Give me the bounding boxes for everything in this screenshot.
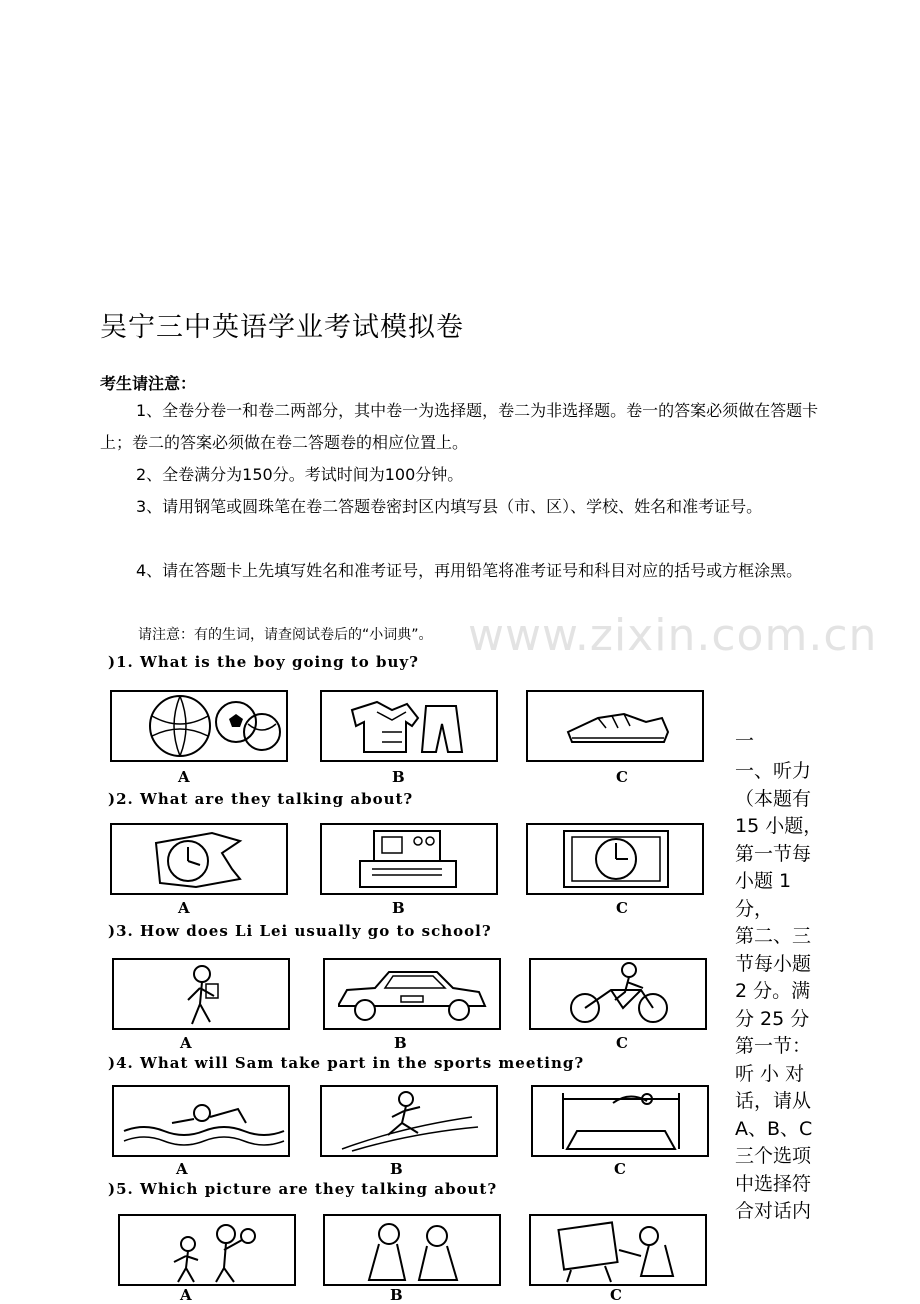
- wall-clock-icon: [528, 825, 702, 893]
- watermark: www.zixin.com.cn: [468, 610, 878, 661]
- q3-label-c: C: [616, 1034, 628, 1052]
- side-line: 一、听力: [735, 760, 812, 782]
- side-line: 第二、三: [735, 925, 812, 947]
- q3-option-a-picture[interactable]: [112, 958, 290, 1030]
- kids-playing-icon: [120, 1216, 294, 1284]
- q4-option-a-picture[interactable]: [112, 1085, 290, 1157]
- question-2: )2. What are they talking about?: [108, 790, 414, 808]
- question-3: )3. How does Li Lei usually go to school?: [108, 922, 492, 940]
- q5-option-a-picture[interactable]: [118, 1214, 296, 1286]
- side-line: 第一节每: [735, 842, 812, 865]
- rule-3: [100, 491, 825, 523]
- q1-option-b-picture[interactable]: [320, 690, 498, 762]
- rule-1-text: 1、全卷分卷一和卷二两部分，其中卷一为选择题，卷二为非选择题。卷一的答案必须做在答题卡上；卷二的答案必须做在卷二答题卷的相应位置上。: [100, 401, 819, 452]
- side-heading-dash: 一: [735, 730, 755, 752]
- q4-option-b-picture[interactable]: [320, 1085, 498, 1157]
- q5-option-c-picture[interactable]: [529, 1214, 707, 1286]
- q1-option-a-picture[interactable]: [110, 690, 288, 762]
- q3-label-b: B: [394, 1034, 407, 1052]
- question-4: )4. What will Sam take part in the sports meeting?: [108, 1054, 585, 1072]
- dictionary-note: 请注意：有的生词，请查阅试卷后的“小词典”。: [138, 627, 433, 643]
- q5-label-b: B: [390, 1286, 403, 1304]
- q2-label-a: A: [178, 899, 190, 917]
- side-line: 第一节：: [735, 1035, 812, 1057]
- q1-label-b: B: [392, 768, 405, 786]
- q3-option-c-picture[interactable]: [529, 958, 707, 1030]
- q1-option-c-picture[interactable]: [526, 690, 704, 762]
- q1-label-a: A: [178, 768, 190, 786]
- side-line: 三个选项: [735, 1145, 812, 1167]
- walking-icon: [114, 960, 288, 1028]
- q3-label-a: A: [180, 1034, 192, 1052]
- sneaker-icon: [528, 692, 702, 760]
- side-line: 中选择符: [735, 1172, 812, 1195]
- computer-icon: [322, 825, 496, 893]
- q4-label-b: B: [390, 1160, 403, 1178]
- balls-icon: [112, 692, 286, 760]
- side-line: （本题有: [735, 787, 812, 810]
- swimming-icon: [114, 1087, 288, 1155]
- side-instructions: [735, 758, 830, 1226]
- q4-option-c-picture[interactable]: [531, 1085, 709, 1157]
- rule-2-text: 2、全卷满分为150分。考试时间为100分钟。: [136, 465, 464, 484]
- q4-label-a: A: [176, 1160, 188, 1178]
- running-icon: [322, 1087, 496, 1155]
- side-line: 分 25 分: [735, 1007, 810, 1030]
- q2-label-c: C: [616, 899, 628, 917]
- girls-talking-icon: [325, 1216, 499, 1284]
- q1-label-c: C: [616, 768, 628, 786]
- high-jump-icon: [533, 1087, 707, 1155]
- car-icon: [325, 960, 499, 1028]
- q5-label-c: C: [610, 1286, 622, 1304]
- side-line: 小题 1 分，: [735, 870, 792, 920]
- bicycle-icon: [531, 960, 705, 1028]
- rule-3-text: 3、请用钢笔或圆珠笔在卷二答题卷密封区内填写县（市、区）、学校、姓名和准考证号。: [136, 497, 763, 516]
- side-line: 2 分。满: [735, 980, 811, 1002]
- wristwatch-icon: [112, 825, 286, 893]
- clothes-icon: [322, 692, 496, 760]
- side-line: 15 小题，: [735, 815, 823, 837]
- side-line: 合对话内: [735, 1200, 812, 1222]
- question-1: )1. What is the boy going to buy?: [108, 653, 419, 671]
- rule-2: [100, 459, 825, 491]
- side-line: 话，请从: [735, 1090, 812, 1112]
- rule-1: [100, 395, 825, 459]
- q2-option-c-picture[interactable]: [526, 823, 704, 895]
- side-line: 听 小 对: [735, 1062, 805, 1085]
- q5-label-a: A: [180, 1286, 192, 1304]
- notice-heading: 考生请注意：: [100, 374, 197, 393]
- q2-option-b-picture[interactable]: [320, 823, 498, 895]
- q4-label-c: C: [614, 1160, 626, 1178]
- rule-4-text: 4、请在答题卡上先填写姓名和准考证号，再用铅笔将准考证号和科目对应的括号或方框涂黑。: [136, 561, 803, 580]
- q2-label-b: B: [392, 899, 405, 917]
- painting-icon: [531, 1216, 705, 1284]
- rule-4: [100, 555, 825, 587]
- q3-option-b-picture[interactable]: [323, 958, 501, 1030]
- side-line: A、B、C: [735, 1117, 813, 1140]
- page-title: 吴宁三中英语学业考试模拟卷: [100, 312, 464, 343]
- question-5: )5. Which picture are they talking about?: [108, 1180, 498, 1198]
- q2-option-a-picture[interactable]: [110, 823, 288, 895]
- side-line: 节每小题: [735, 952, 812, 975]
- q5-option-b-picture[interactable]: [323, 1214, 501, 1286]
